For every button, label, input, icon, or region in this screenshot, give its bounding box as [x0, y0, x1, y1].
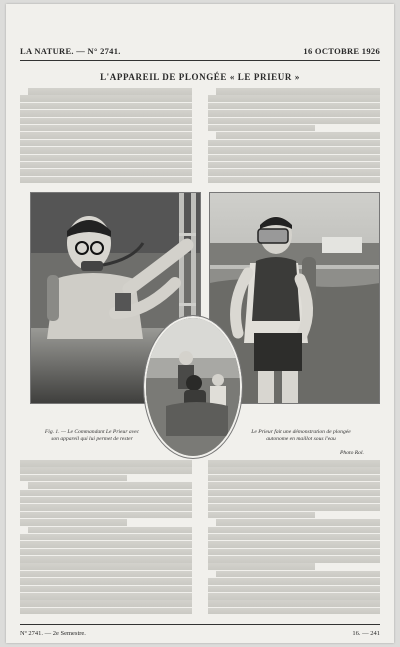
- text-line: [208, 467, 380, 474]
- text-line: [20, 556, 192, 563]
- photo-credit: Photo Rol.: [340, 450, 364, 456]
- text-line: [216, 132, 380, 139]
- text-line: [20, 177, 192, 184]
- text-line: [208, 110, 380, 117]
- text-line: [208, 586, 380, 593]
- text-line: [208, 541, 380, 548]
- text-line: [208, 95, 380, 102]
- text-line: [20, 490, 192, 497]
- text-line: [20, 467, 192, 474]
- text-line: [208, 593, 380, 600]
- text-line: [20, 578, 192, 585]
- text-line: [20, 460, 192, 467]
- footer-rule: [20, 624, 380, 625]
- text-line: [20, 475, 127, 482]
- text-line: [20, 519, 127, 526]
- text-line: [208, 147, 380, 154]
- text-line: [208, 563, 315, 570]
- text-line: [208, 578, 380, 585]
- text-column-top-left: [20, 88, 192, 186]
- text-line: [208, 504, 380, 511]
- magazine-page: [6, 4, 394, 643]
- page-header: [20, 44, 380, 58]
- text-line: [216, 519, 380, 526]
- figure-caption-left: Fig. 1. — Le Commandant Le Prieur avec son appareil qui lui permet de rester: [44, 429, 140, 442]
- figure-caption-right: Le Prieur fait une démonstration de plongée autonome en maillot sous l'eau: [251, 429, 351, 442]
- text-line: [20, 593, 192, 600]
- text-column-bottom-right: [208, 460, 380, 622]
- text-line: [208, 162, 380, 169]
- text-line: [208, 534, 380, 541]
- text-line: [20, 110, 192, 117]
- text-line: [20, 155, 192, 162]
- text-line: [20, 95, 192, 102]
- text-line: [208, 512, 315, 519]
- text-line: [208, 155, 380, 162]
- text-line: [20, 162, 192, 169]
- text-line: [208, 125, 315, 132]
- text-column-bottom-left: [20, 460, 192, 622]
- text-line: [216, 571, 380, 578]
- text-line: [20, 103, 192, 110]
- text-line: [208, 177, 380, 184]
- footer-issue: Nº 2741. — 2e Semestre.: [20, 629, 86, 637]
- text-line: [208, 169, 380, 176]
- text-line: [208, 549, 380, 556]
- text-line: [20, 608, 192, 615]
- header-rule: [20, 60, 380, 61]
- page-number: 16. — 241: [352, 629, 380, 637]
- text-line: [20, 140, 192, 147]
- text-line: [20, 125, 192, 132]
- issue-date: 16 OCTOBRE 1926: [303, 46, 380, 56]
- text-line: [208, 497, 380, 504]
- text-line: [208, 608, 380, 615]
- text-line: [208, 460, 380, 467]
- text-line: [20, 563, 192, 570]
- text-line: [28, 482, 192, 489]
- text-line: [20, 497, 192, 504]
- text-line: [208, 140, 380, 147]
- text-line: [20, 600, 192, 607]
- journal-issue: LA NATURE. — N° 2741.: [20, 46, 121, 56]
- text-line: [208, 600, 380, 607]
- text-line: [208, 527, 380, 534]
- text-column-top-right: [208, 88, 380, 186]
- text-line: [20, 504, 192, 511]
- text-line: [208, 556, 380, 563]
- text-line: [20, 147, 192, 154]
- article-title: L'APPAREIL DE PLONGÉE « LE PRIEUR »: [100, 72, 300, 82]
- text-line: [28, 88, 192, 95]
- text-line: [20, 541, 192, 548]
- text-line: [20, 549, 192, 556]
- text-line: [216, 88, 380, 95]
- text-line: [208, 118, 380, 125]
- text-line: [20, 571, 192, 578]
- text-line: [28, 527, 192, 534]
- text-line: [20, 586, 192, 593]
- text-line: [208, 475, 380, 482]
- text-line: [208, 103, 380, 110]
- text-line: [208, 482, 380, 489]
- text-line: [208, 490, 380, 497]
- text-line: [20, 132, 192, 139]
- text-line: [20, 534, 192, 541]
- text-line: [20, 118, 192, 125]
- photo-oval-demonstration: [144, 316, 242, 458]
- text-line: [20, 169, 192, 176]
- page-footer: [20, 628, 380, 638]
- text-line: [20, 512, 192, 519]
